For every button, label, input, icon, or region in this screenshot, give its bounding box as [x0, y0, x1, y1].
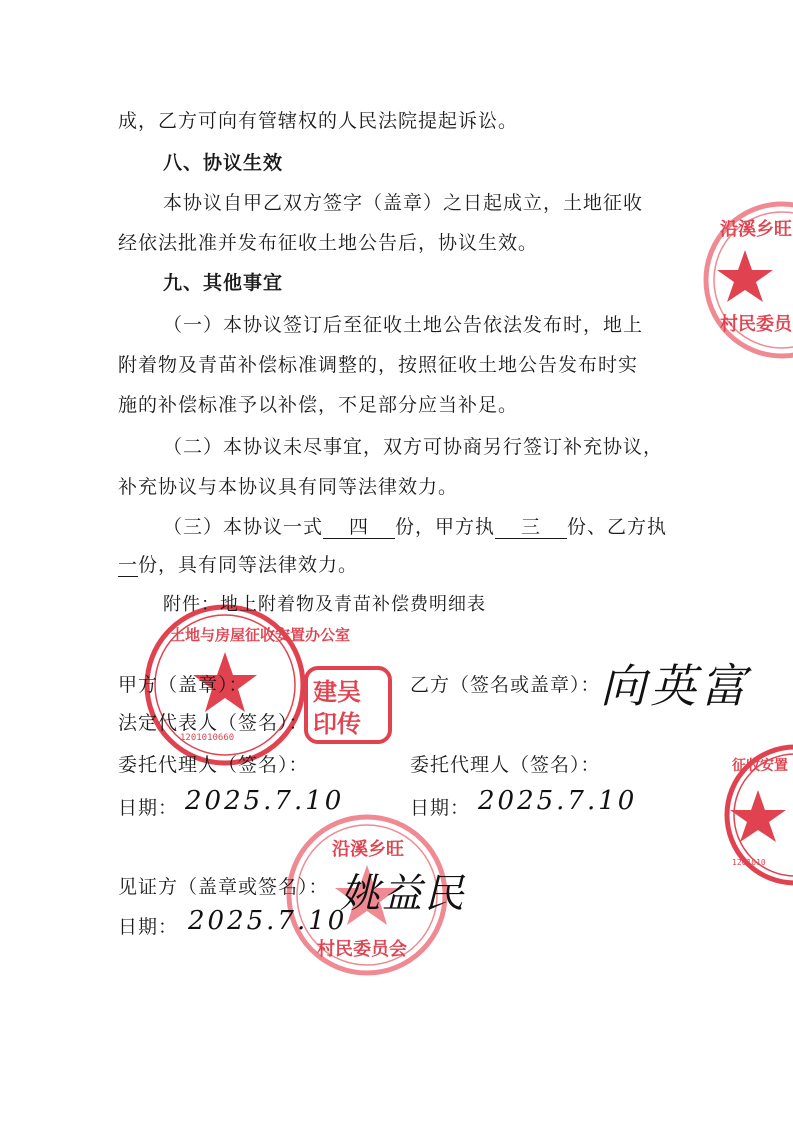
text-line: （一）本协议签订后至征收土地公告依法发布时，地上: [163, 314, 644, 336]
witness-label: 见证方（盖章或签名）：: [118, 876, 329, 898]
attachment-note: 附件：地上附着物及青苗补偿费明细表: [163, 594, 486, 615]
village-committee-seal-top-right: [700, 195, 793, 365]
copies-clause-cont: [118, 552, 358, 578]
text-line: 成，乙方可向有管辖权的人民法院提起诉讼。: [118, 110, 519, 132]
svg-text:村民委员会: 村民委员会: [317, 939, 407, 960]
copies-clause: [163, 514, 667, 540]
svg-text:沿溪乡旺: 沿溪乡旺: [332, 839, 404, 860]
text-line: 补充协议与本协议具有同等法律效力。: [118, 476, 459, 498]
date-b-handwritten: 2025.7.10: [478, 786, 638, 816]
text-line: 附着物及青苗补偿标准调整的，按照征收土地公告发布时实: [118, 354, 639, 376]
date-a-handwritten: 2025.7.10: [185, 786, 345, 816]
section-heading-8: 八、协议生效: [163, 152, 284, 174]
svg-text:沿溪乡旺: 沿溪乡旺: [720, 219, 792, 240]
svg-text:村民委员: 村民委员: [720, 314, 792, 335]
relocation-seal-right-middle: [720, 740, 793, 890]
party-a-label: 甲方（盖章）：: [118, 674, 249, 696]
copies-clause-prefix: （三）本协议一式: [163, 516, 324, 538]
svg-text:印传: 印传: [313, 710, 361, 738]
witness-handwritten-signature: 姚益民: [340, 871, 466, 917]
svg-text:征收安置: 征收安置: [732, 758, 788, 774]
svg-text:建吴: 建吴: [313, 678, 361, 706]
text-line: （二）本协议未尽事宜，双方可协商另行签订补充协议，: [163, 436, 664, 458]
text-line: 施的补偿标准予以补偿，不足部分应当补足。: [118, 394, 519, 416]
text-line: 经依法批准并发布征收土地公告后，协议生效。: [118, 232, 539, 254]
witness-date-handwritten: 2025.7.10: [188, 906, 348, 936]
section-heading-9: 九、其他事宜: [163, 272, 284, 294]
party-b-label: 乙方（签名或盖章）：: [410, 674, 601, 696]
text-line: 本协议自甲乙双方签字（盖章）之日起成立，土地征收: [163, 192, 644, 214]
party-a-copies: 三: [495, 516, 567, 539]
date-a-label: 日期：: [118, 797, 179, 819]
svg-text:1201010660: 1201010660: [180, 733, 235, 743]
svg-text:土地与房屋征收安置办公室: 土地与房屋征收安置办公室: [170, 626, 351, 644]
agent-a-label: 委托代理人（签名）：: [118, 754, 309, 776]
svg-text:1201010: 1201010: [732, 858, 766, 867]
total-copies: 四: [323, 516, 395, 539]
witness-date-label: 日期：: [118, 916, 179, 938]
date-b-label: 日期：: [410, 797, 471, 819]
party-b-handwritten-signature: 向英富: [600, 659, 750, 713]
personal-name-seal: [303, 665, 393, 745]
copies-clause-mid: 份，甲方执: [395, 516, 496, 538]
copies-clause-end: 份，具有同等法律效力。: [138, 554, 359, 576]
copies-clause-mid2: 份、乙方执: [567, 516, 668, 538]
party-b-copies: 一: [118, 554, 139, 576]
agent-b-label: 委托代理人（签名）：: [410, 754, 601, 776]
legal-rep-label: 法定代表人（签名）：: [118, 712, 309, 734]
